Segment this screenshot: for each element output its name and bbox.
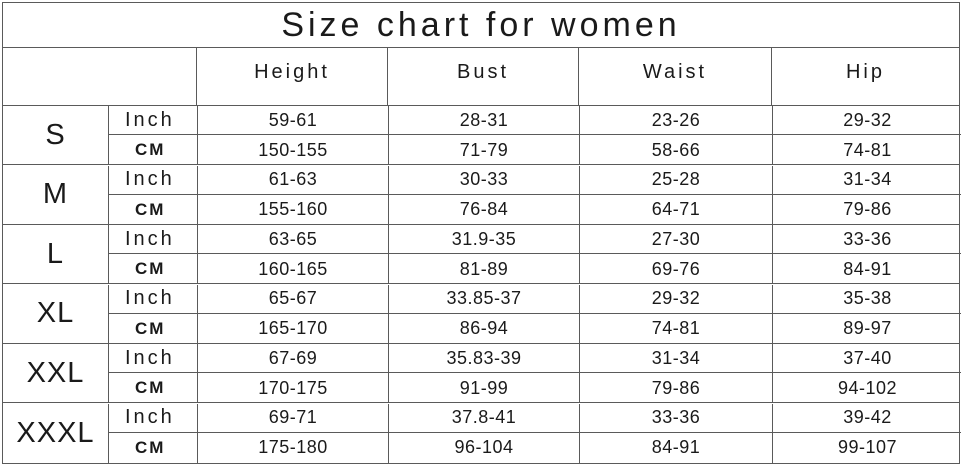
cell-hip: 94-102 [772,373,962,403]
chart-title: Size chart for women [3,3,959,48]
header-bust: Bust [387,47,578,105]
cell-waist: 33-36 [579,404,772,432]
cell-bust: 28-31 [388,106,579,134]
table-row-cm [108,314,961,344]
cell-hip: 84-91 [772,254,962,284]
size-group-xxl [3,344,959,403]
table-row-inch [108,404,961,433]
cell-waist: 79-86 [579,373,772,403]
unit-label: CM [135,378,166,397]
cell-height: 69-71 [197,404,388,432]
cell-waist: 27-30 [579,225,772,253]
cell-height: 59-61 [197,106,388,134]
table-row-inch [108,344,961,373]
size-label: L [46,237,65,270]
unit-label: CM [135,318,166,338]
size-group-xl [3,285,959,344]
cell-hip: 89-97 [772,314,962,344]
header-waist: Waist [578,47,771,105]
unit-label: CM [135,199,166,219]
cell-hip: 37-40 [772,344,962,372]
cell-bust: 37.8-41 [388,404,579,432]
cell-hip: 35-38 [772,285,962,313]
cell-bust: 71-79 [388,135,579,165]
size-chart [2,2,960,464]
cell-hip: 29-32 [772,106,962,134]
cell-bust: 33.85-37 [388,285,579,313]
cell-height: 65-67 [197,285,388,313]
cell-hip: 39-42 [772,404,962,432]
cell-bust: 30-33 [388,166,579,194]
cell-bust: 91-99 [388,373,579,403]
cell-height: 61-63 [197,166,388,194]
cell-waist: 23-26 [579,106,772,134]
table-row-cm [108,254,961,284]
unit-label: Inch [125,168,175,190]
table-row-inch [108,166,961,195]
size-group-s [3,106,959,165]
cell-height: 175-180 [197,433,388,463]
size-group-m [3,166,959,225]
table-row-inch [108,285,961,314]
size-group-l [3,225,959,284]
unit-label: CM [135,259,166,278]
table-row-cm [108,135,961,165]
cell-hip: 74-81 [772,135,962,165]
cell-height: 63-65 [197,225,388,253]
size-group-xxxl [3,404,959,463]
table-row-cm [108,433,961,463]
table-row-cm [108,373,961,403]
unit-label: Inch [125,108,175,131]
cell-waist: 58-66 [579,135,772,165]
cell-bust: 96-104 [388,433,579,463]
cell-waist: 31-34 [579,344,772,372]
cell-hip: 79-86 [772,195,962,225]
cell-height: 165-170 [197,314,388,344]
cell-hip: 99-107 [772,433,962,463]
cell-height: 160-165 [197,254,388,284]
table-row-cm [108,195,961,225]
unit-label: Inch [125,406,175,428]
unit-label: CM [135,437,166,457]
unit-label: Inch [125,227,175,250]
size-label: S [45,118,66,151]
table-row-inch [108,106,961,135]
cell-height: 67-69 [197,344,388,372]
cell-bust: 31.9-35 [388,225,579,253]
unit-label: Inch [125,346,175,369]
unit-label: Inch [125,287,175,309]
cell-hip: 33-36 [772,225,962,253]
size-label: XXXL [16,416,95,449]
unit-label: CM [135,140,166,159]
cell-bust: 35.83-39 [388,344,579,372]
cell-height: 150-155 [197,135,388,165]
size-label: XL [36,297,75,329]
cell-waist: 74-81 [579,314,772,344]
cell-bust: 76-84 [388,195,579,225]
header-hip: Hip [771,47,959,105]
cell-height: 170-175 [197,373,388,403]
header-corner [3,47,196,105]
cell-hip: 31-34 [772,166,962,194]
cell-waist: 25-28 [579,166,772,194]
table-row-inch [108,225,961,254]
cell-waist: 69-76 [579,254,772,284]
cell-waist: 64-71 [579,195,772,225]
cell-bust: 81-89 [388,254,579,284]
cell-waist: 84-91 [579,433,772,463]
size-label: M [42,178,69,210]
header-row [3,47,959,106]
size-label: XXL [26,356,85,389]
cell-waist: 29-32 [579,285,772,313]
cell-bust: 86-94 [388,314,579,344]
header-height: Height [196,47,387,105]
cell-height: 155-160 [197,195,388,225]
